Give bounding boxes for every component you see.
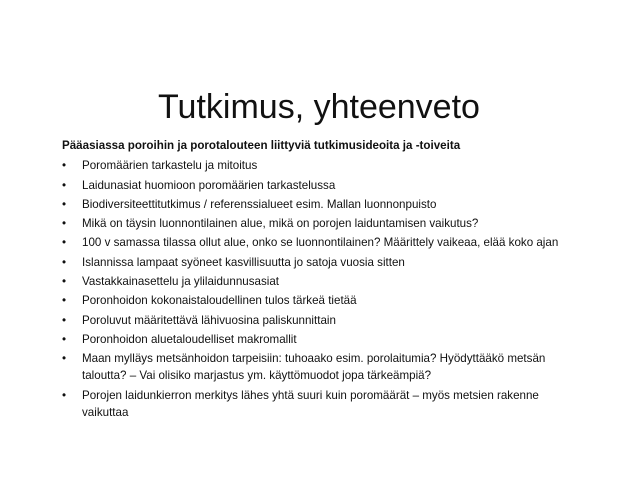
bullet-item	[62, 386, 582, 422]
bullet-text: Poromäärien tarkastelu ja mitoitus	[82, 159, 258, 173]
slide-title: Tutkimus, yhteenveto	[158, 87, 480, 126]
bullet-text: Laidunasiat huomioon poromäärien tarkastelussa	[82, 178, 336, 192]
bullet-item	[62, 253, 582, 272]
bullet-item	[62, 195, 582, 214]
bullet-text: Poronhoidon kokonaistaloudellinen tulos tärkeä tietää	[82, 294, 357, 308]
bullet-icon: •	[62, 236, 67, 250]
bullet-item	[62, 233, 582, 252]
bullet-item	[62, 349, 582, 385]
bullet-icon: •	[62, 217, 67, 231]
bullet-item	[62, 156, 582, 175]
bullet-text: Poroluvut määritettävä lähivuosina paliskunnittain	[82, 313, 336, 327]
bullet-item	[62, 214, 582, 233]
bullet-item	[62, 330, 582, 349]
slide-content	[62, 136, 582, 422]
bullet-icon: •	[62, 255, 67, 269]
bullet-icon: •	[62, 275, 67, 289]
bullet-text: Vastakkainasettelu ja ylilaidunnusasiat	[82, 275, 279, 289]
bullet-text: Maan mylläys metsänhoidon tarpeisiin: tuhoaako esim. porolaitumia? Hyödyttääkö metsän taloutta? – Vai olisiko marjastus ym. käyttömuodot jopa tärkeämpiä?	[82, 352, 546, 383]
bullet-icon: •	[62, 294, 67, 308]
bullet-text: Mikä on täysin luonnontilainen alue, mikä on porojen laiduntamisen vaikutus?	[82, 217, 479, 231]
bullet-item	[62, 176, 582, 195]
bullet-text: Islannissa lampaat syöneet kasvillisuutta jo satoja vuosia sitten	[82, 255, 405, 269]
bullet-icon: •	[62, 388, 67, 402]
bullet-list	[62, 156, 582, 422]
bullet-icon: •	[62, 313, 67, 327]
bullet-icon: •	[62, 352, 67, 366]
bullet-icon: •	[62, 197, 67, 211]
bullet-text: Poronhoidon aluetaloudelliset makromallit	[82, 332, 297, 346]
bullet-item	[62, 272, 582, 291]
bullet-icon: •	[62, 178, 67, 192]
bullet-icon: •	[62, 332, 67, 346]
bullet-item	[62, 311, 582, 330]
bullet-icon: •	[62, 159, 67, 173]
bullet-item	[62, 291, 582, 310]
bullet-text: Porojen laidunkierron merkitys lähes yhtä suuri kuin poromäärät – myös metsien rakenne vaikuttaa	[82, 388, 539, 419]
content-heading: Pääasiassa poroihin ja porotalouteen liittyviä tutkimusideoita ja -toiveita	[62, 139, 461, 152]
bullet-text: 100 v samassa tilassa ollut alue, onko se luonnontilainen? Määrittely vaikeaa, elää koko ajan	[82, 236, 559, 250]
bullet-text: Biodiversiteettitutkimus / referenssialueet esim. Mallan luonnonpuisto	[82, 197, 437, 211]
